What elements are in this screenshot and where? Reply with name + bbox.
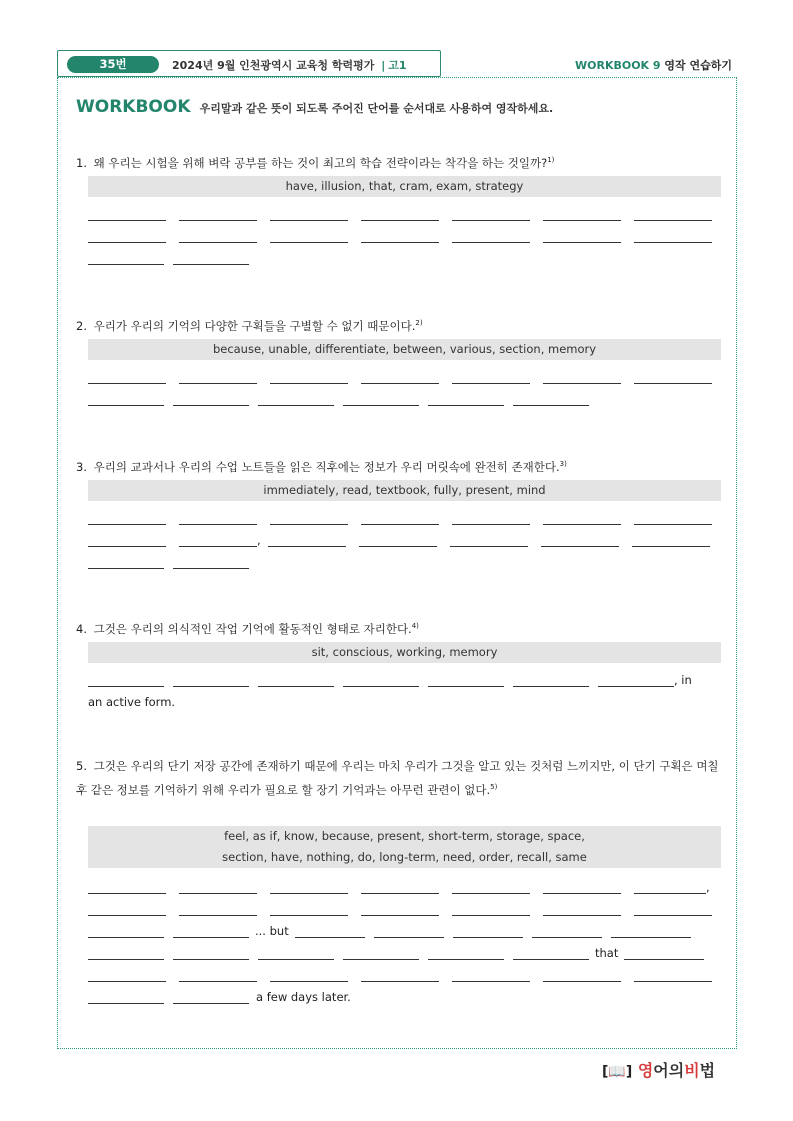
answer-blank[interactable] [359,532,437,547]
answer-blank[interactable] [173,391,249,406]
answer-blank[interactable] [634,206,712,221]
answer-blank[interactable] [173,989,249,1004]
word-bank-1: have, illusion, that, cram, exam, strategy [88,176,721,197]
answer-blank[interactable] [270,206,348,221]
answer-blank[interactable] [624,945,704,960]
answer-blank[interactable] [88,945,164,960]
answer-blank[interactable] [632,532,710,547]
answer-blank[interactable] [258,672,334,687]
answer-blank[interactable] [295,923,365,938]
exam-title [172,57,407,73]
logo-text-3: 비 [684,1061,700,1080]
workbook-label: WORKBOOK 9 [574,59,661,72]
answer-blank[interactable] [361,879,439,894]
answer-blank[interactable] [268,532,346,547]
book-icon: [📖] [602,1064,633,1080]
answer-blank[interactable] [179,879,257,894]
answer-blank[interactable] [88,879,166,894]
answer-blank[interactable] [452,901,530,916]
question-text: 우리의 교과서나 우리의 수업 노트들을 읽은 직후에는 정보가 우리 머릿속에 완전히 존재한다. [93,459,560,474]
word-bank-5 [88,826,721,868]
exam-name: 2024년 9월 인천광역시 교육청 학력평가 [172,59,375,72]
logo-text-1: 영 [637,1061,654,1080]
footnote-marker: 5) [490,783,498,791]
answer-lines-1 [88,199,722,265]
answer-blank[interactable] [88,206,166,221]
footnote-marker: 4) [411,622,419,630]
answer-blank[interactable] [343,672,419,687]
answer-blank[interactable] [543,901,621,916]
workbook-header [575,57,732,73]
answer-blank[interactable] [258,391,334,406]
answer-blank[interactable] [634,879,706,894]
answer-blank[interactable] [361,901,439,916]
answer-blank[interactable] [634,901,712,916]
answer-blank[interactable] [173,672,249,687]
answer-blank[interactable] [513,391,589,406]
answer-blank[interactable] [452,879,530,894]
answer-blank[interactable] [343,391,419,406]
word-bank-line: section, have, nothing, do, long-term, need, order, recall, same [222,850,587,864]
question-3 [76,454,721,478]
answer-blank[interactable] [543,510,621,525]
answer-blank[interactable] [88,923,164,938]
word-bank-line: feel, as if, know, because, present, short-term, storage, space, [224,829,585,843]
answer-blank[interactable] [179,510,257,525]
answer-blank[interactable] [88,554,164,569]
footnote-marker: 3) [559,460,567,468]
answer-blank[interactable] [452,967,530,982]
answer-blank[interactable] [270,228,348,243]
logo-text-4: 법 [699,1061,716,1080]
question-1 [76,150,721,174]
intro [76,97,553,117]
question-text: 그것은 우리의 단기 저장 공간에 존재하기 때문에 우리는 마치 우리가 그것을 알고 있는 것처럼 느끼지만, 이 단기 구획은 며칠 후 같은 정보를 기억하기 위해 우리가 필요로 할 장기 기억과는 아무런 관련이 없다. [76,759,719,797]
instruction-text: 우리말과 같은 뜻이 되도록 주어진 단어를 순서대로 사용하여 영작하세요. [199,102,554,115]
footnote-marker: 2) [415,319,423,327]
answer-blank[interactable] [361,510,439,525]
question-number: 4. [76,621,87,636]
answer-lines-3 [88,503,722,569]
answer-blank[interactable] [374,923,444,938]
question-text: 왜 우리는 시험을 위해 벼락 공부를 하는 것이 최고의 학습 전략이라는 착각을 하는 것일까? [93,155,548,170]
answer-blank[interactable] [179,228,257,243]
answer-blank[interactable] [88,901,166,916]
answer-blank[interactable] [179,206,257,221]
answer-blank[interactable] [361,967,439,982]
answer-blank[interactable] [88,532,166,547]
answer-blank[interactable] [173,250,249,265]
answer-blank[interactable] [450,532,528,547]
grade-label: 고1 [388,59,407,72]
answer-blank[interactable] [361,369,439,384]
question-number: 2. [76,318,87,333]
answer-blank[interactable] [88,369,166,384]
answer-blank[interactable] [258,945,334,960]
sentence-tail: , in [674,673,692,687]
answer-blank[interactable] [88,510,166,525]
answer-blank[interactable] [179,967,257,982]
answer-blank[interactable] [173,554,249,569]
question-number-badge: 35번 [67,56,159,73]
answer-blank[interactable] [343,945,419,960]
answer-blank[interactable] [179,369,257,384]
answer-lines-5 [88,872,722,1004]
logo-text-2: 어의 [653,1061,685,1080]
answer-blank[interactable] [513,672,589,687]
sentence-tail: an active form. [88,695,176,709]
answer-blank[interactable] [173,945,249,960]
answer-blank[interactable] [634,228,712,243]
question-2 [76,313,721,337]
workbook-heading: WORKBOOK [76,97,191,117]
answer-blank[interactable] [452,369,530,384]
answer-blank[interactable] [541,532,619,547]
answer-blank[interactable] [453,923,523,938]
answer-blank[interactable] [543,369,621,384]
answer-blank[interactable] [88,989,164,1004]
answer-lines-2 [88,362,722,406]
answer-blank[interactable] [452,206,530,221]
answer-blank[interactable] [428,391,504,406]
answer-blank[interactable] [513,945,589,960]
answer-blank[interactable] [452,228,530,243]
answer-blank[interactable] [270,879,348,894]
answer-blank[interactable] [88,228,166,243]
answer-blank[interactable] [88,391,164,406]
that-text: that [595,946,619,960]
comma-text: , [257,533,261,547]
answer-blank[interactable] [543,879,621,894]
answer-blank[interactable] [634,369,712,384]
workbook-title: 영작 연습하기 [664,59,732,72]
answer-blank[interactable] [88,672,164,687]
answer-blank[interactable] [428,672,504,687]
answer-blank[interactable] [173,923,249,938]
question-number: 3. [76,459,87,474]
answer-blank[interactable] [179,901,257,916]
answer-blank[interactable] [532,923,602,938]
answer-blank[interactable] [428,945,504,960]
question-number: 1. [76,155,87,170]
answer-blank[interactable] [361,228,439,243]
ellipsis-but: ... but [255,924,289,938]
answer-blank[interactable] [634,967,712,982]
answer-blank[interactable] [543,967,621,982]
answer-blank[interactable] [598,672,674,687]
comma-text: , [706,880,710,894]
question-text: 우리가 우리의 기억의 다양한 구획들을 구별할 수 없기 때문이다. [93,318,416,333]
footnote-marker: 1) [547,156,555,164]
answer-blank[interactable] [270,369,348,384]
answer-blank[interactable] [452,510,530,525]
header-separator: | [381,59,386,72]
word-bank-2: because, unable, differentiate, between, various, section, memory [88,339,721,360]
answer-blank[interactable] [361,206,439,221]
brand-logo [602,1058,715,1081]
answer-blank[interactable] [543,228,621,243]
answer-blank[interactable] [634,510,712,525]
answer-blank[interactable] [611,923,691,938]
question-number: 5. [76,759,87,773]
answer-blank[interactable] [543,206,621,221]
word-bank-3: immediately, read, textbook, fully, present, mind [88,480,721,501]
sentence-ending: a few days later. [256,990,351,1004]
answer-blank[interactable] [179,532,257,547]
question-4 [76,616,721,640]
question-text: 그것은 우리의 의식적인 작업 기억에 활동적인 형태로 자리한다. [93,621,412,636]
word-bank-4: sit, conscious, working, memory [88,642,721,663]
answer-lines-4 [88,665,722,709]
answer-blank[interactable] [270,967,348,982]
answer-blank[interactable] [270,510,348,525]
question-5 [76,756,721,801]
answer-blank[interactable] [88,250,164,265]
answer-blank[interactable] [88,967,166,982]
answer-blank[interactable] [270,901,348,916]
